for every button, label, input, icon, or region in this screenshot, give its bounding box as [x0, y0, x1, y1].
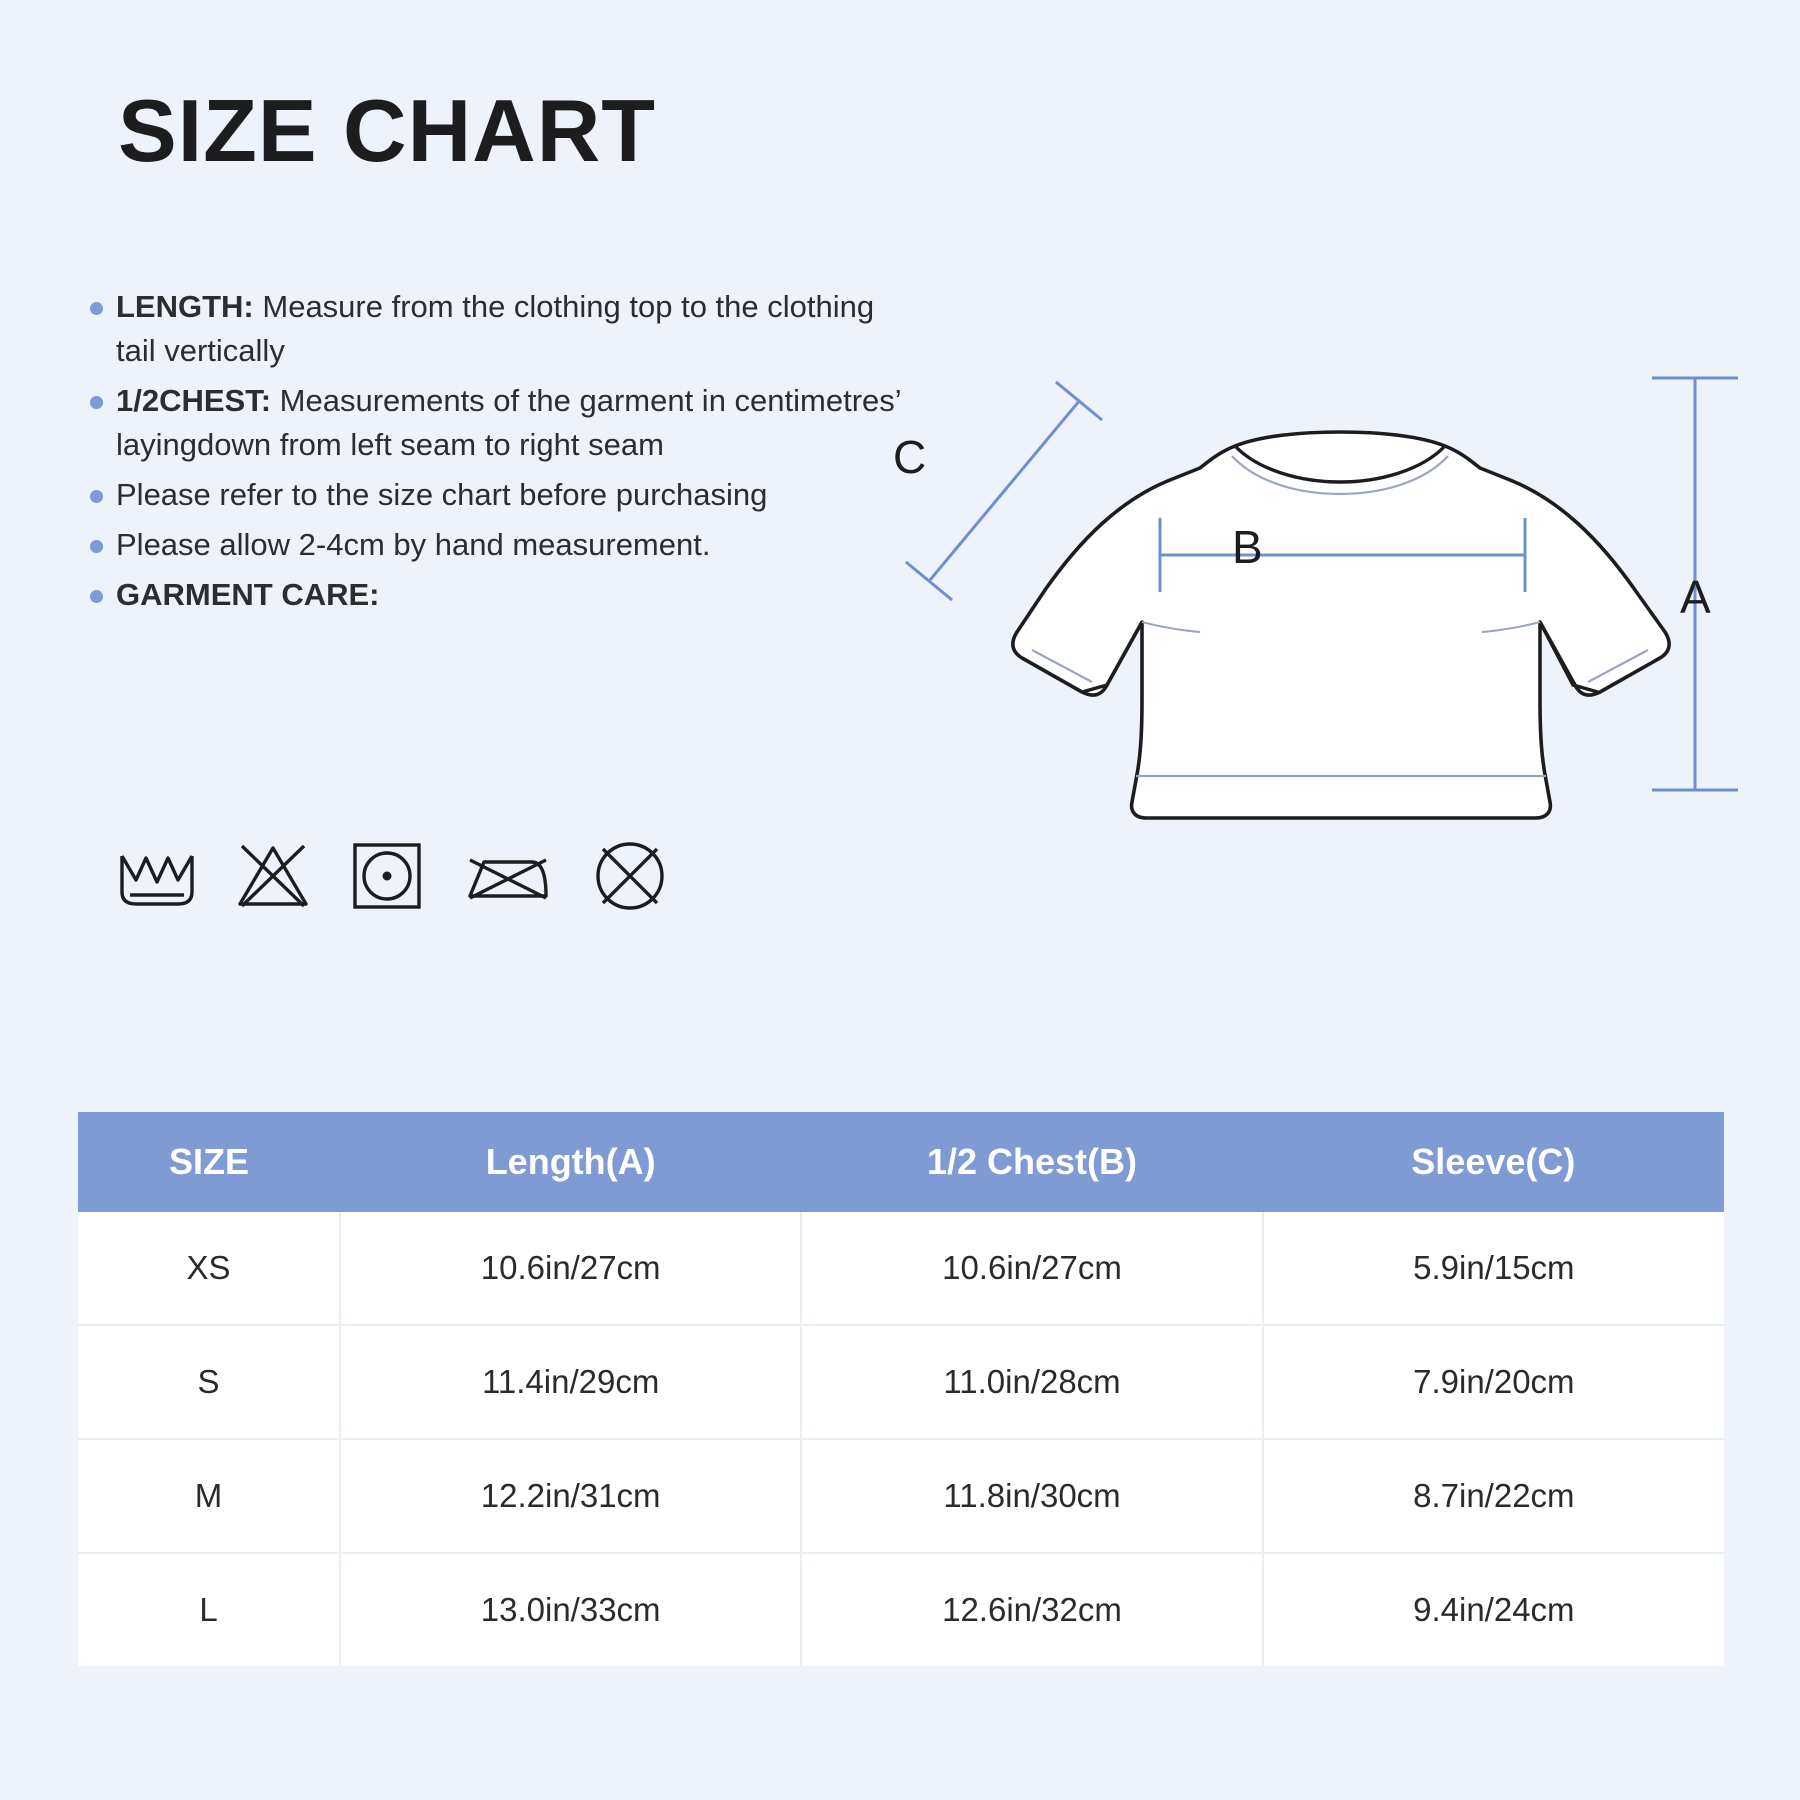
table-row [78, 1325, 1724, 1439]
table-row [78, 1439, 1724, 1553]
list-item-label: GARMENT CARE: [116, 577, 380, 613]
size-table-head [78, 1112, 1724, 1212]
cell-length: 13.0in/33cm [340, 1553, 801, 1666]
cell-chest: 12.6in/32cm [801, 1553, 1262, 1666]
table-row [78, 1212, 1724, 1325]
garment-diagram [780, 340, 1740, 860]
cell-length: 11.4in/29cm [340, 1325, 801, 1439]
column-header-size: SIZE [78, 1112, 340, 1212]
list-item-label: 1/2CHEST: [116, 383, 272, 419]
dimension-label-b: B [1232, 521, 1263, 573]
list-item-label: LENGTH: [116, 289, 254, 324]
dimension-label-c: C [893, 431, 927, 483]
cell-sleeve: 7.9in/20cm [1263, 1325, 1724, 1439]
bullet-dot-icon [90, 590, 103, 603]
cell-size: L [78, 1553, 340, 1666]
cell-chest: 11.0in/28cm [801, 1325, 1262, 1439]
list-item-body: Measurements of the garment in centimetres’ layingdown from left seam to right seam [116, 383, 901, 463]
cell-size: M [78, 1439, 340, 1553]
garment-care-icon-row [116, 838, 670, 914]
list-item-body: Please allow 2-4cm by hand measurement. [116, 527, 711, 563]
column-header-length: Length(A) [340, 1112, 801, 1212]
do-not-iron-icon [462, 840, 554, 912]
bullet-dot-icon [90, 302, 103, 315]
bullet-dot-icon [90, 396, 103, 409]
cell-length: 12.2in/31cm [340, 1439, 801, 1553]
cell-size: XS [78, 1212, 340, 1325]
column-header-sleeve: Sleeve(C) [1263, 1112, 1724, 1212]
cell-sleeve: 5.9in/15cm [1263, 1212, 1724, 1325]
cell-length: 10.6in/27cm [340, 1212, 801, 1325]
table-row [78, 1553, 1724, 1666]
cell-size: S [78, 1325, 340, 1439]
column-header-chest: 1/2 Chest(B) [801, 1112, 1262, 1212]
list-item-text [116, 473, 767, 517]
tumble-dry-low-icon [348, 840, 426, 912]
bullet-dot-icon [90, 540, 103, 553]
list-item-text [116, 573, 380, 617]
size-table-wrapper [78, 1112, 1724, 1666]
list-item-body: Please refer to the size chart before purchasing [116, 477, 768, 513]
hand-wash-icon [116, 840, 198, 912]
cell-sleeve: 8.7in/22cm [1263, 1439, 1724, 1553]
list-item-body: Measure from the clothing top to the clothing tail vertically [116, 289, 875, 369]
cell-sleeve: 9.4in/24cm [1263, 1553, 1724, 1666]
table-header-row [78, 1112, 1724, 1212]
do-not-bleach-icon [234, 840, 312, 912]
do-not-dry-clean-icon [590, 838, 670, 914]
cell-chest: 11.8in/30cm [801, 1439, 1262, 1553]
list-item-text [116, 523, 710, 567]
page-title: SIZE CHART [118, 81, 656, 180]
dimension-label-a: A [1680, 571, 1711, 623]
size-table-body [78, 1212, 1724, 1666]
size-table [78, 1112, 1724, 1666]
cell-chest: 10.6in/27cm [801, 1212, 1262, 1325]
bullet-dot-icon [90, 490, 103, 503]
